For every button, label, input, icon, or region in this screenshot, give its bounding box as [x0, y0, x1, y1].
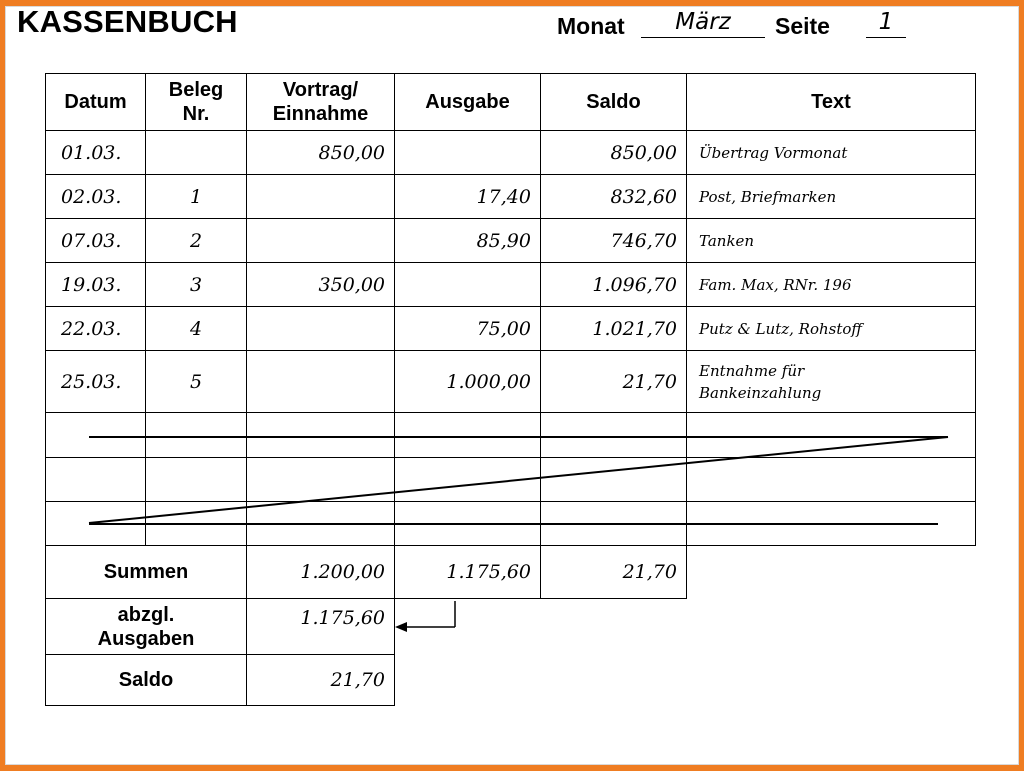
summary-row-abzgl — [46, 599, 687, 655]
cell-beleg: 1 — [146, 175, 247, 219]
cell-text: Putz & Lutz, Rohstoff — [687, 307, 976, 351]
cell-ausgabe: 17,40 — [395, 175, 541, 219]
cell-ausgabe — [395, 263, 541, 307]
table-row — [46, 175, 976, 219]
blank-area — [395, 655, 541, 706]
empty-cell — [46, 458, 146, 502]
empty-cell — [541, 413, 687, 458]
cell-beleg: 5 — [146, 351, 247, 413]
table-row — [46, 351, 976, 413]
month-label: Monat — [557, 13, 625, 39]
cell-saldo: 832,60 — [541, 175, 687, 219]
col-header-vortrag-line2: Einnahme — [272, 103, 369, 125]
col-header-saldo: Saldo — [541, 74, 687, 131]
table-header-row — [46, 74, 976, 131]
cell-einnahme: 350,00 — [247, 263, 395, 307]
summen-ausgabe: 1.175,60 — [395, 546, 541, 599]
cell-saldo: 746,70 — [541, 219, 687, 263]
col-header-datum: Datum — [46, 74, 146, 131]
empty-cell — [395, 458, 541, 502]
cell-einnahme — [247, 175, 395, 219]
table-row — [46, 307, 976, 351]
cell-saldo: 850,00 — [541, 131, 687, 175]
cell-text: Post, Briefmarken — [687, 175, 976, 219]
empty-row — [46, 458, 976, 502]
cell-datum: 01.03. — [46, 131, 146, 175]
abzgl-label-line2: Ausgaben — [97, 627, 195, 650]
cell-einnahme — [247, 307, 395, 351]
abzgl-label-line1: abzgl. — [117, 603, 175, 626]
table-row — [46, 131, 976, 175]
summen-label: Summen — [46, 546, 247, 599]
empty-cell — [687, 502, 976, 546]
cell-text-line1: Entnahme für — [699, 361, 805, 380]
summary-table — [45, 545, 687, 706]
abzgl-value: 1.175,60 — [247, 599, 395, 655]
cell-einnahme — [247, 351, 395, 413]
empty-cell — [687, 458, 976, 502]
empty-cell — [541, 458, 687, 502]
cell-saldo: 21,70 — [541, 351, 687, 413]
col-header-beleg-line1: Beleg — [168, 79, 224, 101]
page-underline — [866, 37, 906, 38]
cell-einnahme: 850,00 — [247, 131, 395, 175]
cell-text — [687, 351, 976, 413]
cashbook-table — [45, 73, 976, 546]
cell-text: Tanken — [687, 219, 976, 263]
cell-beleg — [146, 131, 247, 175]
cell-beleg: 2 — [146, 219, 247, 263]
summen-saldo: 21,70 — [541, 546, 687, 599]
empty-cell — [395, 413, 541, 458]
cell-ausgabe: 75,00 — [395, 307, 541, 351]
empty-row — [46, 413, 976, 458]
cell-saldo: 1.096,70 — [541, 263, 687, 307]
col-header-text: Text — [687, 74, 976, 131]
blank-area — [395, 599, 541, 655]
blank-area — [541, 655, 687, 706]
empty-cell — [247, 458, 395, 502]
cell-beleg: 3 — [146, 263, 247, 307]
cell-datum: 22.03. — [46, 307, 146, 351]
cell-text-line2: Bankeinzahlung — [699, 383, 822, 402]
cell-datum: 25.03. — [46, 351, 146, 413]
month-underline — [641, 37, 765, 38]
empty-cell — [146, 502, 247, 546]
page-value: 1 — [878, 9, 894, 35]
month-value: März — [675, 9, 731, 35]
saldo-value: 21,70 — [247, 655, 395, 706]
empty-row — [46, 502, 976, 546]
cell-text: Fam. Max, RNr. 196 — [687, 263, 976, 307]
cell-ausgabe: 85,90 — [395, 219, 541, 263]
empty-cell — [541, 502, 687, 546]
empty-cell — [247, 413, 395, 458]
empty-cell — [46, 413, 146, 458]
page-title: KASSENBUCH — [17, 4, 238, 39]
cell-text: Übertrag Vormonat — [687, 131, 976, 175]
empty-cell — [247, 502, 395, 546]
saldo-label: Saldo — [46, 655, 247, 706]
cell-datum: 02.03. — [46, 175, 146, 219]
summen-einnahme: 1.200,00 — [247, 546, 395, 599]
cell-beleg: 4 — [146, 307, 247, 351]
col-header-beleg-line2: Nr. — [182, 103, 210, 125]
empty-cell — [146, 413, 247, 458]
table-row — [46, 263, 976, 307]
summary-row-saldo — [46, 655, 687, 706]
col-header-ausgabe: Ausgabe — [395, 74, 541, 131]
empty-cell — [46, 502, 146, 546]
cell-ausgabe: 1.000,00 — [395, 351, 541, 413]
empty-cell — [395, 502, 541, 546]
abzgl-label — [46, 599, 247, 655]
page-label: Seite — [775, 13, 830, 39]
empty-cell — [687, 413, 976, 458]
summary-row-summen — [46, 546, 687, 599]
cell-datum: 19.03. — [46, 263, 146, 307]
cell-datum: 07.03. — [46, 219, 146, 263]
col-header-vortrag — [247, 74, 395, 131]
col-header-beleg — [146, 74, 247, 131]
empty-cell — [146, 458, 247, 502]
cell-einnahme — [247, 219, 395, 263]
cell-ausgabe — [395, 131, 541, 175]
col-header-vortrag-line1: Vortrag/ — [282, 79, 359, 101]
blank-area — [541, 599, 687, 655]
cell-saldo: 1.021,70 — [541, 307, 687, 351]
table-row — [46, 219, 976, 263]
